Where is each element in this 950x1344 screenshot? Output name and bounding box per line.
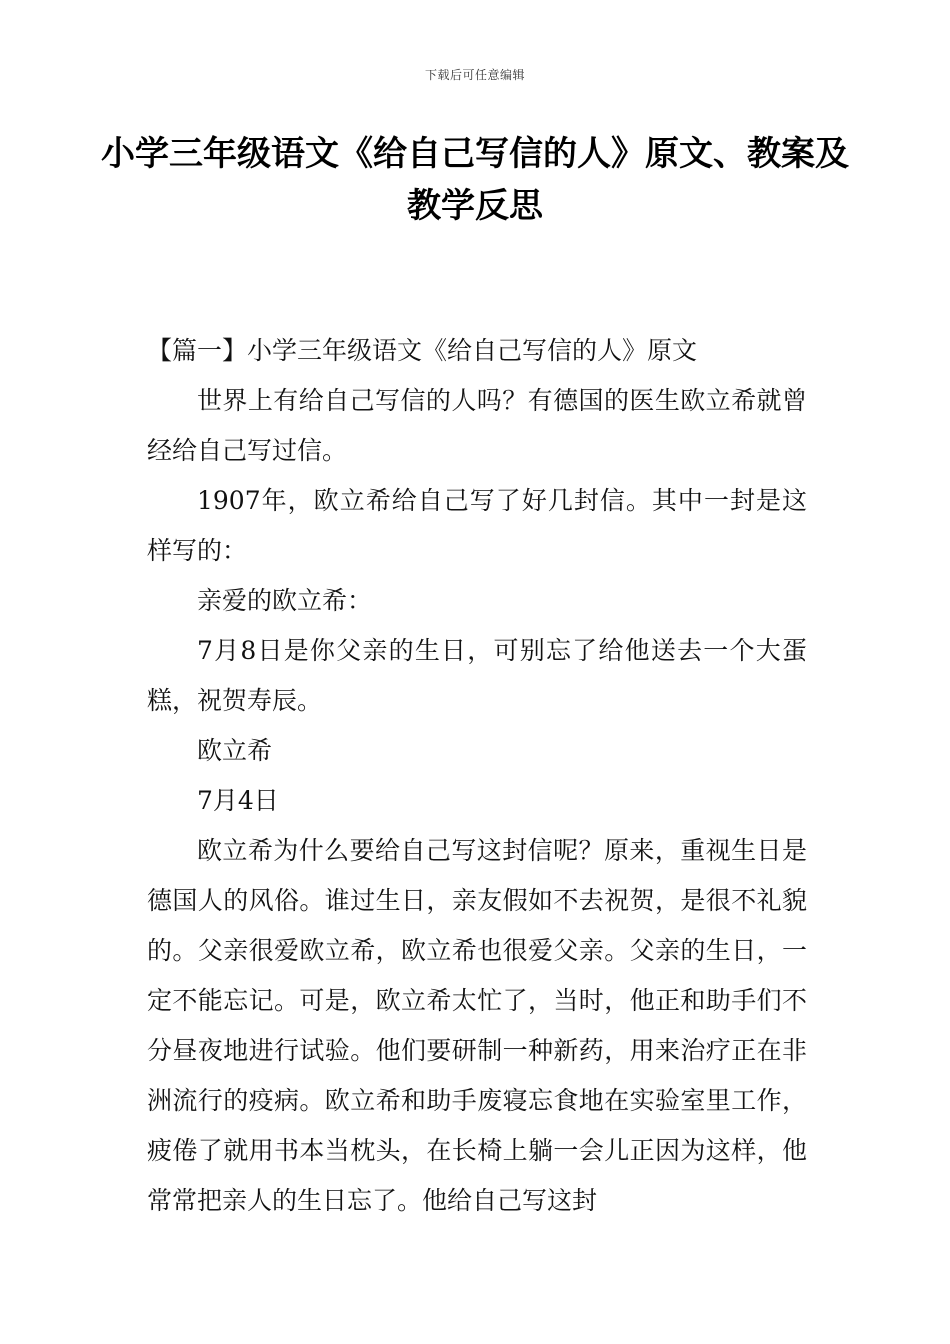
letter-signature: 欧立希 (197, 736, 273, 765)
document-title: 小学三年级语文《给自己写信的人》原文、教案及教学反思 (101, 134, 849, 226)
document-body (147, 326, 807, 1226)
paragraph: 欧立希为什么要给自己写这封信呢？原来，重视生日是德国人的风俗。谁过生日，亲友假如不去祝贺，是很不礼貌的。父亲很爱欧立希，欧立希也很爱父亲。父亲的生日，一定不能忘记。可是，欧立希太忙了，当时，他正和助手们不分昼夜地进行试验。他们要研制一种新药，用来治疗正在非洲流行的疫病。欧立希和助手废寝忘食地在实验室里工作，疲倦了就用书本当枕头，在长椅上躺一会儿正因为这样，他常常把亲人的生日忘了。他给自己写这封 (147, 836, 807, 1215)
letter-date: 7月4日 (197, 786, 279, 815)
letter-body: 7月8日是你父亲的生日，可别忘了给他送去一个大蛋糕，祝贺寿辰。 (147, 636, 807, 715)
paragraph: 1907年，欧立希给自己写了好几封信。其中一封是这样写的： (147, 486, 807, 565)
letter-salutation: 亲爱的欧立希： (197, 586, 373, 615)
header-note: 下载后可任意编辑 (424, 68, 525, 82)
section-heading: 【篇一】小学三年级语文《给自己写信的人》原文 (147, 336, 698, 365)
paragraph: 世界上有给自己写信的人吗？有德国的医生欧立希就曾经给自己写过信。 (147, 386, 807, 465)
